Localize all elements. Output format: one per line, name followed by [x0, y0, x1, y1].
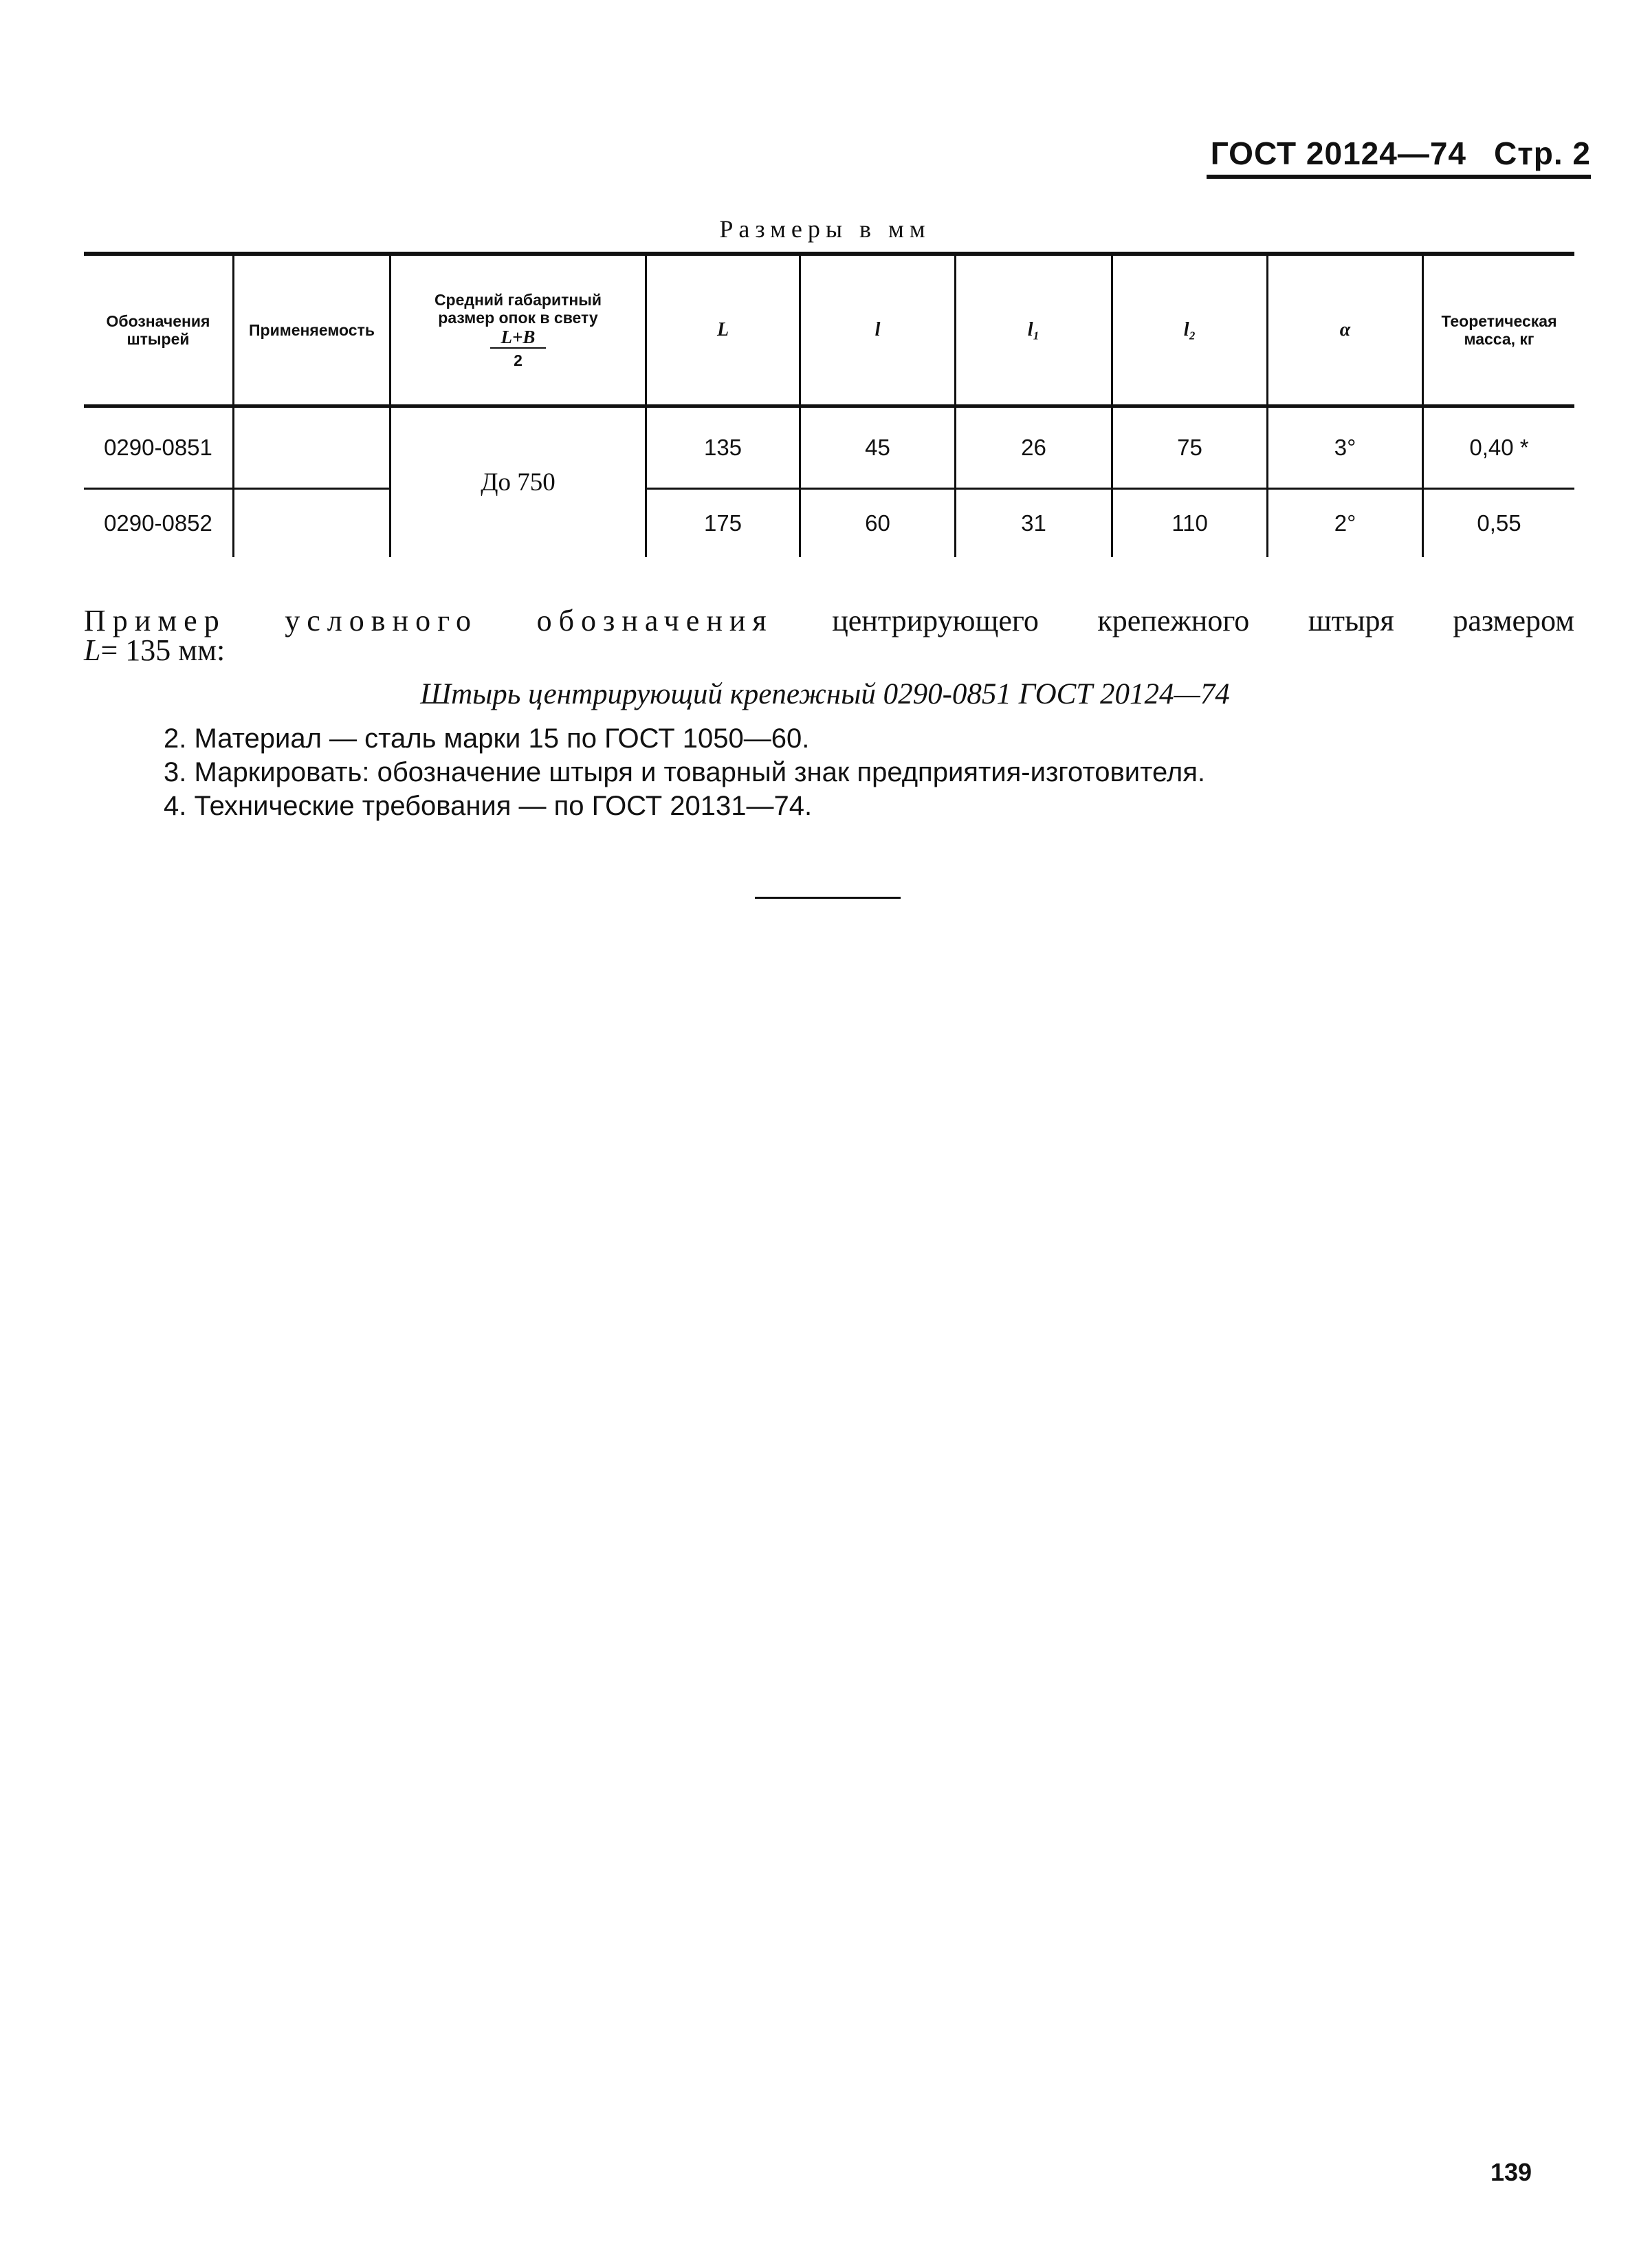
- table-row-1-l: 45: [865, 435, 890, 460]
- table-row-1-designation: 0290-0851: [104, 435, 212, 460]
- example-value: = 135 мм:: [100, 633, 226, 667]
- header-L: L: [716, 319, 729, 340]
- note-material: 2. Материал — сталь марки 15 по ГОСТ 1050—60.: [164, 723, 810, 754]
- example-word: крепежного: [1097, 604, 1250, 637]
- example-variable: L: [84, 633, 101, 667]
- example-word: обозначения: [536, 604, 773, 637]
- example-word: размером: [1453, 604, 1574, 637]
- example-intro: [84, 605, 1574, 637]
- table-row-2-L: 175: [703, 510, 742, 536]
- header-alpha: α: [1339, 319, 1351, 340]
- average-size-line2: размер опок в свету: [438, 309, 598, 327]
- header-average-size: [391, 256, 645, 404]
- table-row-1-alpha: 3°: [1334, 435, 1356, 460]
- standard-number: ГОСТ 20124—74: [1210, 135, 1466, 171]
- table-row-2-l: 60: [865, 510, 890, 536]
- example-designation: Штырь центрирующий крепежный 0290-0851 ГОСТ 20124—74: [420, 678, 1230, 710]
- average-size-line1: Средний габаритный: [434, 291, 602, 309]
- table-row-2-l1: 31: [1021, 510, 1046, 536]
- header-l2: l₂: [1183, 319, 1196, 340]
- table-row-1-L: 135: [703, 435, 742, 460]
- page-number: 139: [1490, 2158, 1532, 2186]
- average-size-formula: [434, 291, 602, 369]
- example-word: штыря: [1308, 604, 1394, 637]
- table-row-1-mass: 0,40 *: [1469, 435, 1529, 460]
- header-designation: Обозначения штырей: [106, 312, 210, 348]
- fraction-denominator: 2: [514, 351, 522, 369]
- example-word: центрирующего: [832, 604, 1039, 637]
- example-size: [84, 633, 225, 668]
- table-caption: Размеры в мм: [719, 215, 931, 243]
- table-row-2-mass: 0,55: [1477, 510, 1521, 536]
- end-rule: [755, 897, 901, 899]
- fraction-numerator: L+B: [490, 328, 547, 349]
- header-mass: Теоретическая масса, кг: [1441, 312, 1557, 348]
- table-shared-average-size: До 750: [481, 468, 556, 497]
- note-requirements: 4. Технические требования — по ГОСТ 20131—74.: [164, 791, 813, 821]
- table-row-2-designation: 0290-0852: [104, 510, 212, 536]
- header-l: l: [874, 319, 881, 340]
- header-standard: [1211, 135, 1591, 172]
- header-l1: l₁: [1027, 319, 1040, 340]
- header-applicability: Применяемость: [249, 321, 375, 339]
- table-row-1-l2: 75: [1177, 435, 1202, 460]
- table-row-2-alpha: 2°: [1334, 510, 1356, 536]
- example-word: Пример: [84, 604, 226, 637]
- example-word: условного: [285, 604, 478, 637]
- table-row-2-l2: 110: [1172, 510, 1208, 536]
- note-marking: 3. Маркировать: обозначение штыря и товарный знак предприятия-изготовителя.: [164, 757, 1205, 787]
- header-underline: [1207, 175, 1591, 179]
- table-row-2-applicability: [234, 490, 389, 557]
- table-row-1-l1: 26: [1021, 435, 1046, 460]
- table-row-1-applicability: [234, 408, 389, 488]
- page-label: Стр. 2: [1494, 135, 1591, 171]
